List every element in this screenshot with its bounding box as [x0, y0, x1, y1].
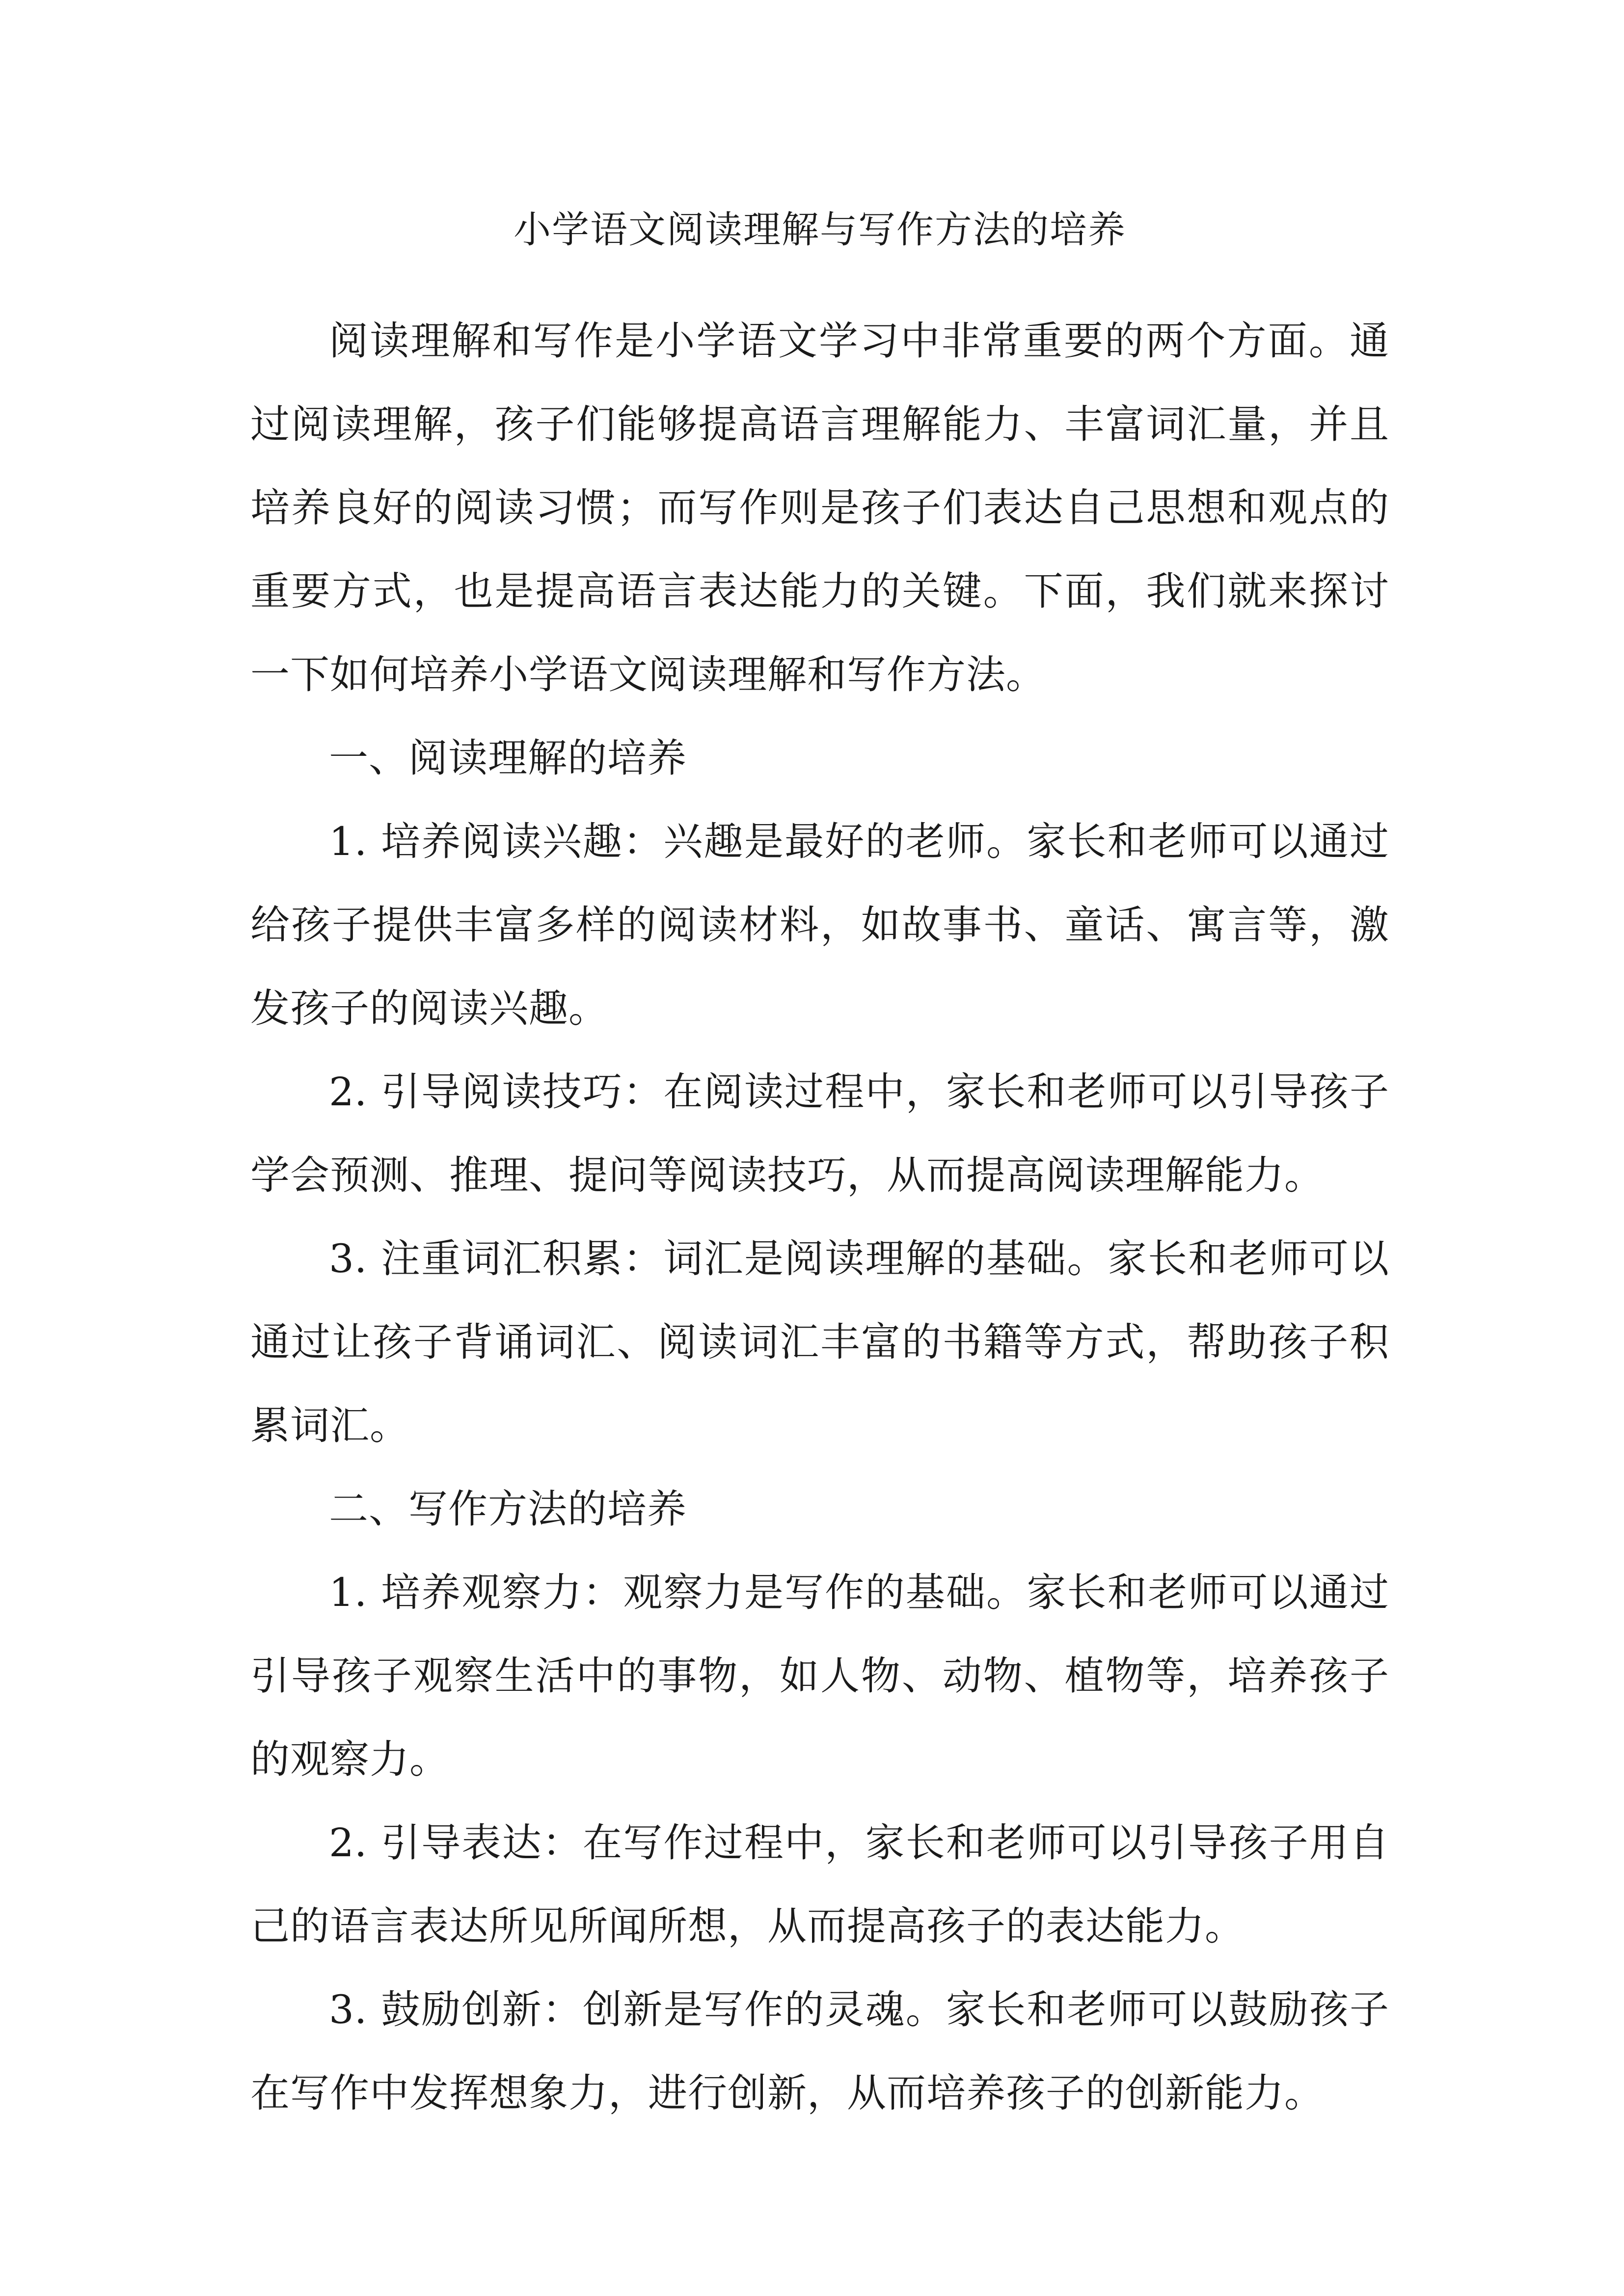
document-title: 小学语文阅读理解与写作方法的培养 — [514, 208, 1126, 251]
writing-item-1: 1. 培养观察力：观察力是写作的基础。家长和老师可以通过引导孩子观察生活中的事物，如人物、动物、植物等，培养孩子的观察力。 — [250, 1570, 1389, 1782]
writing-item-2: 2. 引导表达：在写作过程中，家长和老师可以引导孩子用自己的语言表达所见所闻所想，从而提高孩子的表达能力。 — [250, 1820, 1389, 1949]
reading-item-3: 3. 注重词汇积累：词汇是阅读理解的基础。家长和老师可以通过让孩子背诵词汇、阅读词汇丰富的书籍等方式，帮助孩子积累词汇。 — [250, 1236, 1389, 1448]
reading-item-2: 2. 引导阅读技巧：在阅读过程中，家长和老师可以引导孩子学会预测、推理、提问等阅读技巧，从而提高阅读理解能力。 — [250, 1069, 1389, 1198]
document-body — [250, 208, 1389, 2135]
intro-paragraph: 阅读理解和写作是小学语文学习中非常重要的两个方面。通过阅读理解，孩子们能够提高语言理解能力、丰富词汇量，并且培养良好的阅读习惯；而写作则是孩子们表达自己思想和观点的重要方式，也是提高语言表达能力的关键。下面，我们就来探讨一下如何培养小学语文阅读理解和写作方法。 — [250, 318, 1389, 697]
reading-item-1: 1. 培养阅读兴趣：兴趣是最好的老师。家长和老师可以通过给孩子提供丰富多样的阅读材料，如故事书、童话、寓言等，激发孩子的阅读兴趣。 — [250, 819, 1389, 1031]
section-heading-reading: 一、阅读理解的培养 — [329, 735, 687, 781]
writing-item-3: 3. 鼓励创新：创新是写作的灵魂。家长和老师可以鼓励孩子在写作中发挥想象力，进行创新，从而培养孩子的创新能力。 — [250, 1987, 1389, 2116]
section-heading-writing: 二、写作方法的培养 — [329, 1486, 687, 1532]
